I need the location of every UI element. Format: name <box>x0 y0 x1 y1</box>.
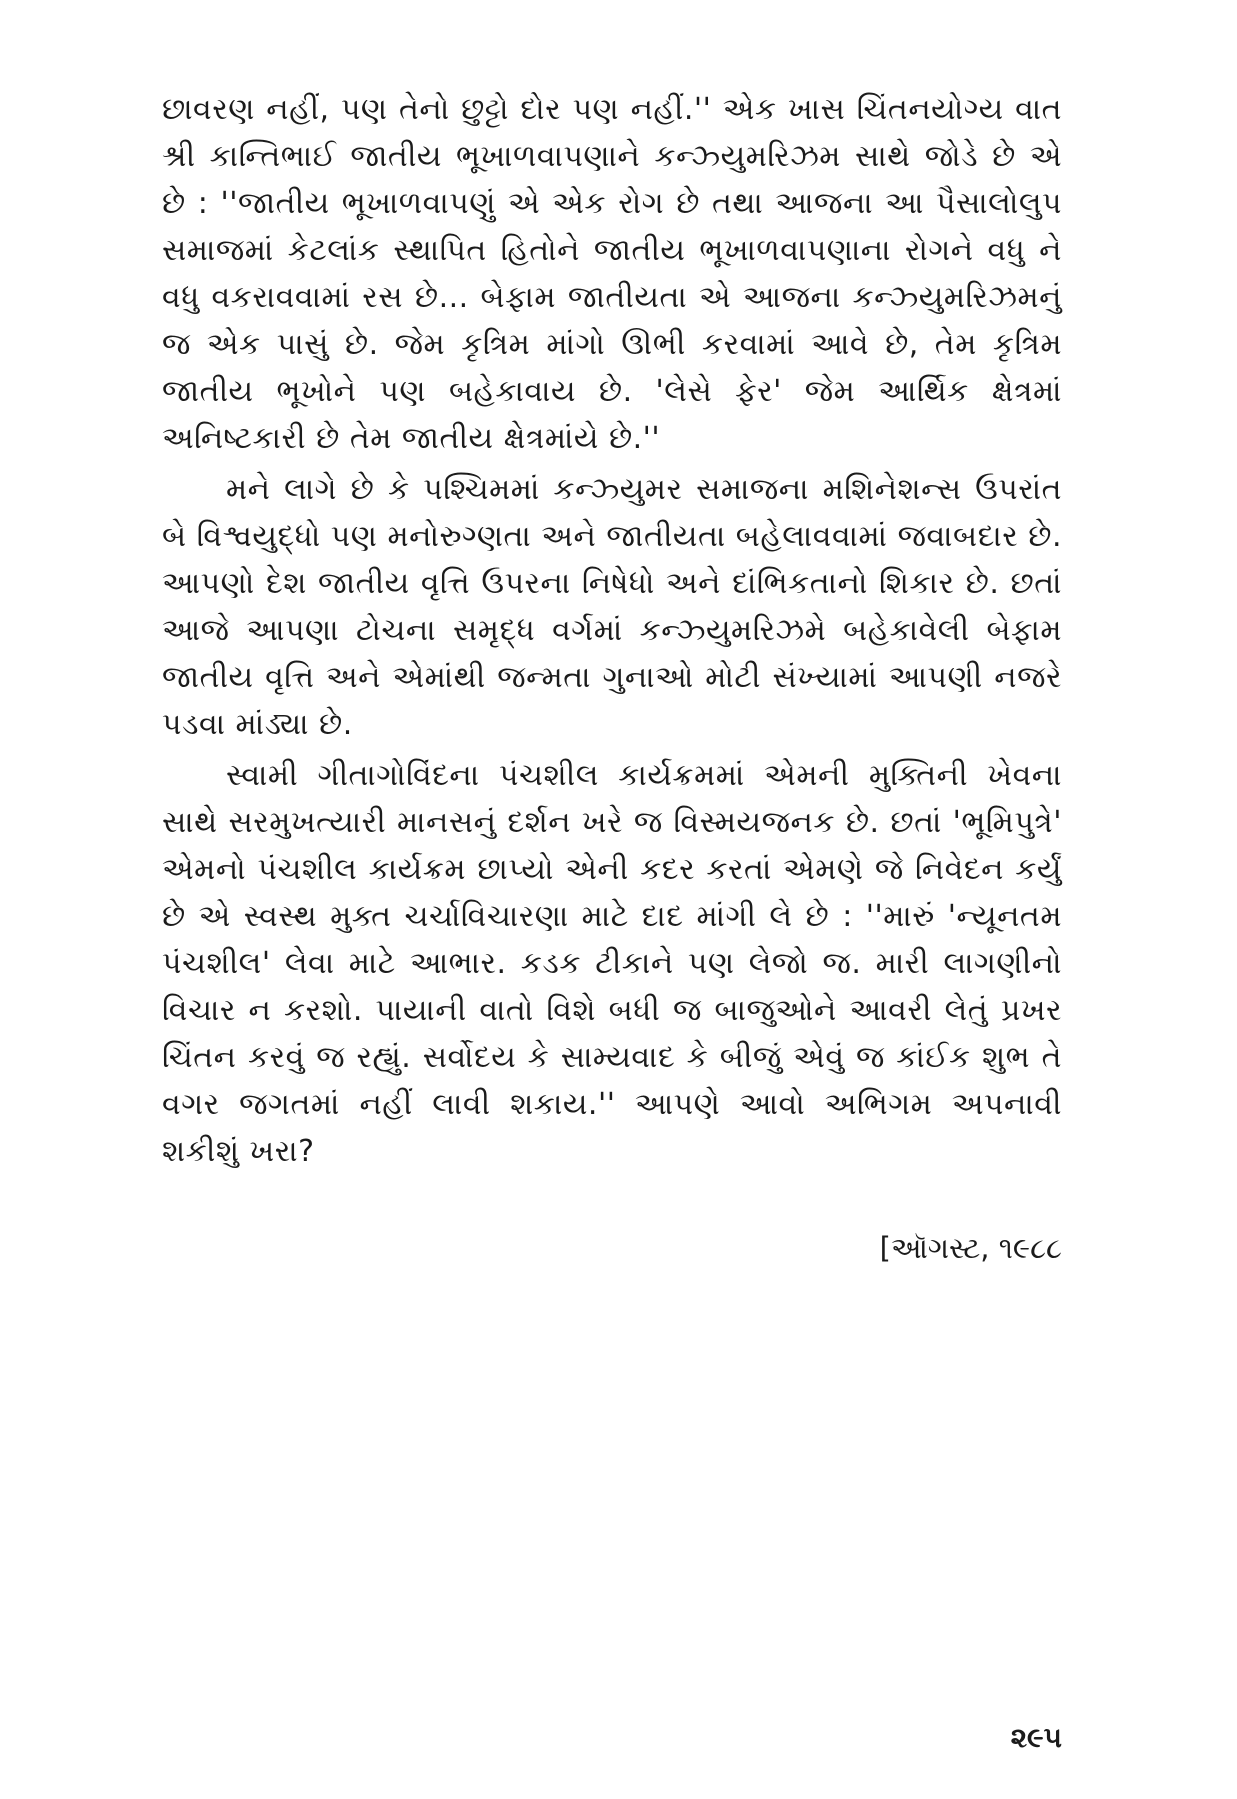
body-text <box>162 86 1062 1179</box>
paragraph-1: છાવરણ નહીં, પણ તેનો છુટ્ટો દોર પણ નહીં.'' એક ખાસ ચિંતનયોગ્ય વાત શ્રી કાન્તિભાઈ જાતીય ભૂખાળવાપણાને કન્ઝ્યુમરિઝમ સાથે જોડે છે એ છે : ''જાતીય ભૂખાળવાપણું એ એક રોગ છે તથા આજના આ પૈસાલોલુપ સમાજમાં કેટલાંક સ્થાપિત હિતોને જાતીય ભૂખાળવાપણાના રોગને વધુ ને વધુ વકરાવવામાં રસ છે... બેફામ જાતીયતા એ આજના કન્ઝ્યુમરિઝમનું જ એક પાસું છે. જેમ કૃત્રિમ માંગો ઊભી કરવામાં આવે છે, તેમ કૃત્રિમ જાતીય ભૂખોને પણ બહેકાવાય છે. 'લેસે ફેર' જેમ આર્થિક ક્ષેત્રમાં અનિષ્ટકારી છે તેમ જાતીય ક્ષેત્રમાંયે છે.'' <box>162 92 1062 456</box>
date-line: [ઑગસ્ટ, ૧૯૮૮ <box>879 1231 1062 1265</box>
paragraph-3: સ્વામી ગીતાગોવિંદના પંચશીલ કાર્યક્રમમાં એમની મુક્તિની ખેવના સાથે સરમુખત્યારી માનસનું દર્શન ખરે જ વિસ્મયજનક છે. છતાં 'ભૂમિપુત્રે' એમનો પંચશીલ કાર્યક્રમ છાપ્યો એની કદર કરતાં એમણે જે નિવેદન કર્યું છે એ સ્વસ્થ મુક્ત ચર્ચાવિચારણા માટે દાદ માંગી લે છે : ''મારું 'ન્યૂનતમ પંચશીલ' લેવા માટે આભાર. કડક ટીકાને પણ લેજો જ. મારી લાગણીનો વિચાર ન કરશો. પાયાની વાતો વિશે બધી જ બાજુઓને આવરી લેતું પ્રખર ચિંતન કરવું જ રહ્યું. સર્વોદય કે સામ્યવાદ કે બીજું એવું જ કાંઈક શુભ તે વગર જગતમાં નહીં લાવી શકાય.'' આપણે આવો અભિગમ અપનાવી શકીશું ખરા? <box>162 758 1062 1169</box>
paragraph-2: મને લાગે છે કે પશ્ચિમમાં કન્ઝ્યુમર સમાજના મશિનેશન્સ ઉપરાંત બે વિશ્વયુદ્ધો પણ મનોરુગ્ણતા અને જાતીયતા બહેલાવવામાં જવાબદાર છે. આપણો દેશ જાતીય વૃત્તિ ઉપરના નિષેધો અને દાંભિકતાનો શિકાર છે. છતાં આજે આપણા ટોચના સમૃદ્ધ વર્ગમાં કન્ઝ્યુમરિઝમે બહેકાવેલી બેફામ જાતીય વૃત્તિ અને એમાંથી જન્મતા ગુનાઓ મોટી સંખ્યામાં આપણી નજરે પડવા માંડ્યા છે. <box>162 472 1062 742</box>
page-number: ૨૯૫ <box>1010 1721 1062 1754</box>
